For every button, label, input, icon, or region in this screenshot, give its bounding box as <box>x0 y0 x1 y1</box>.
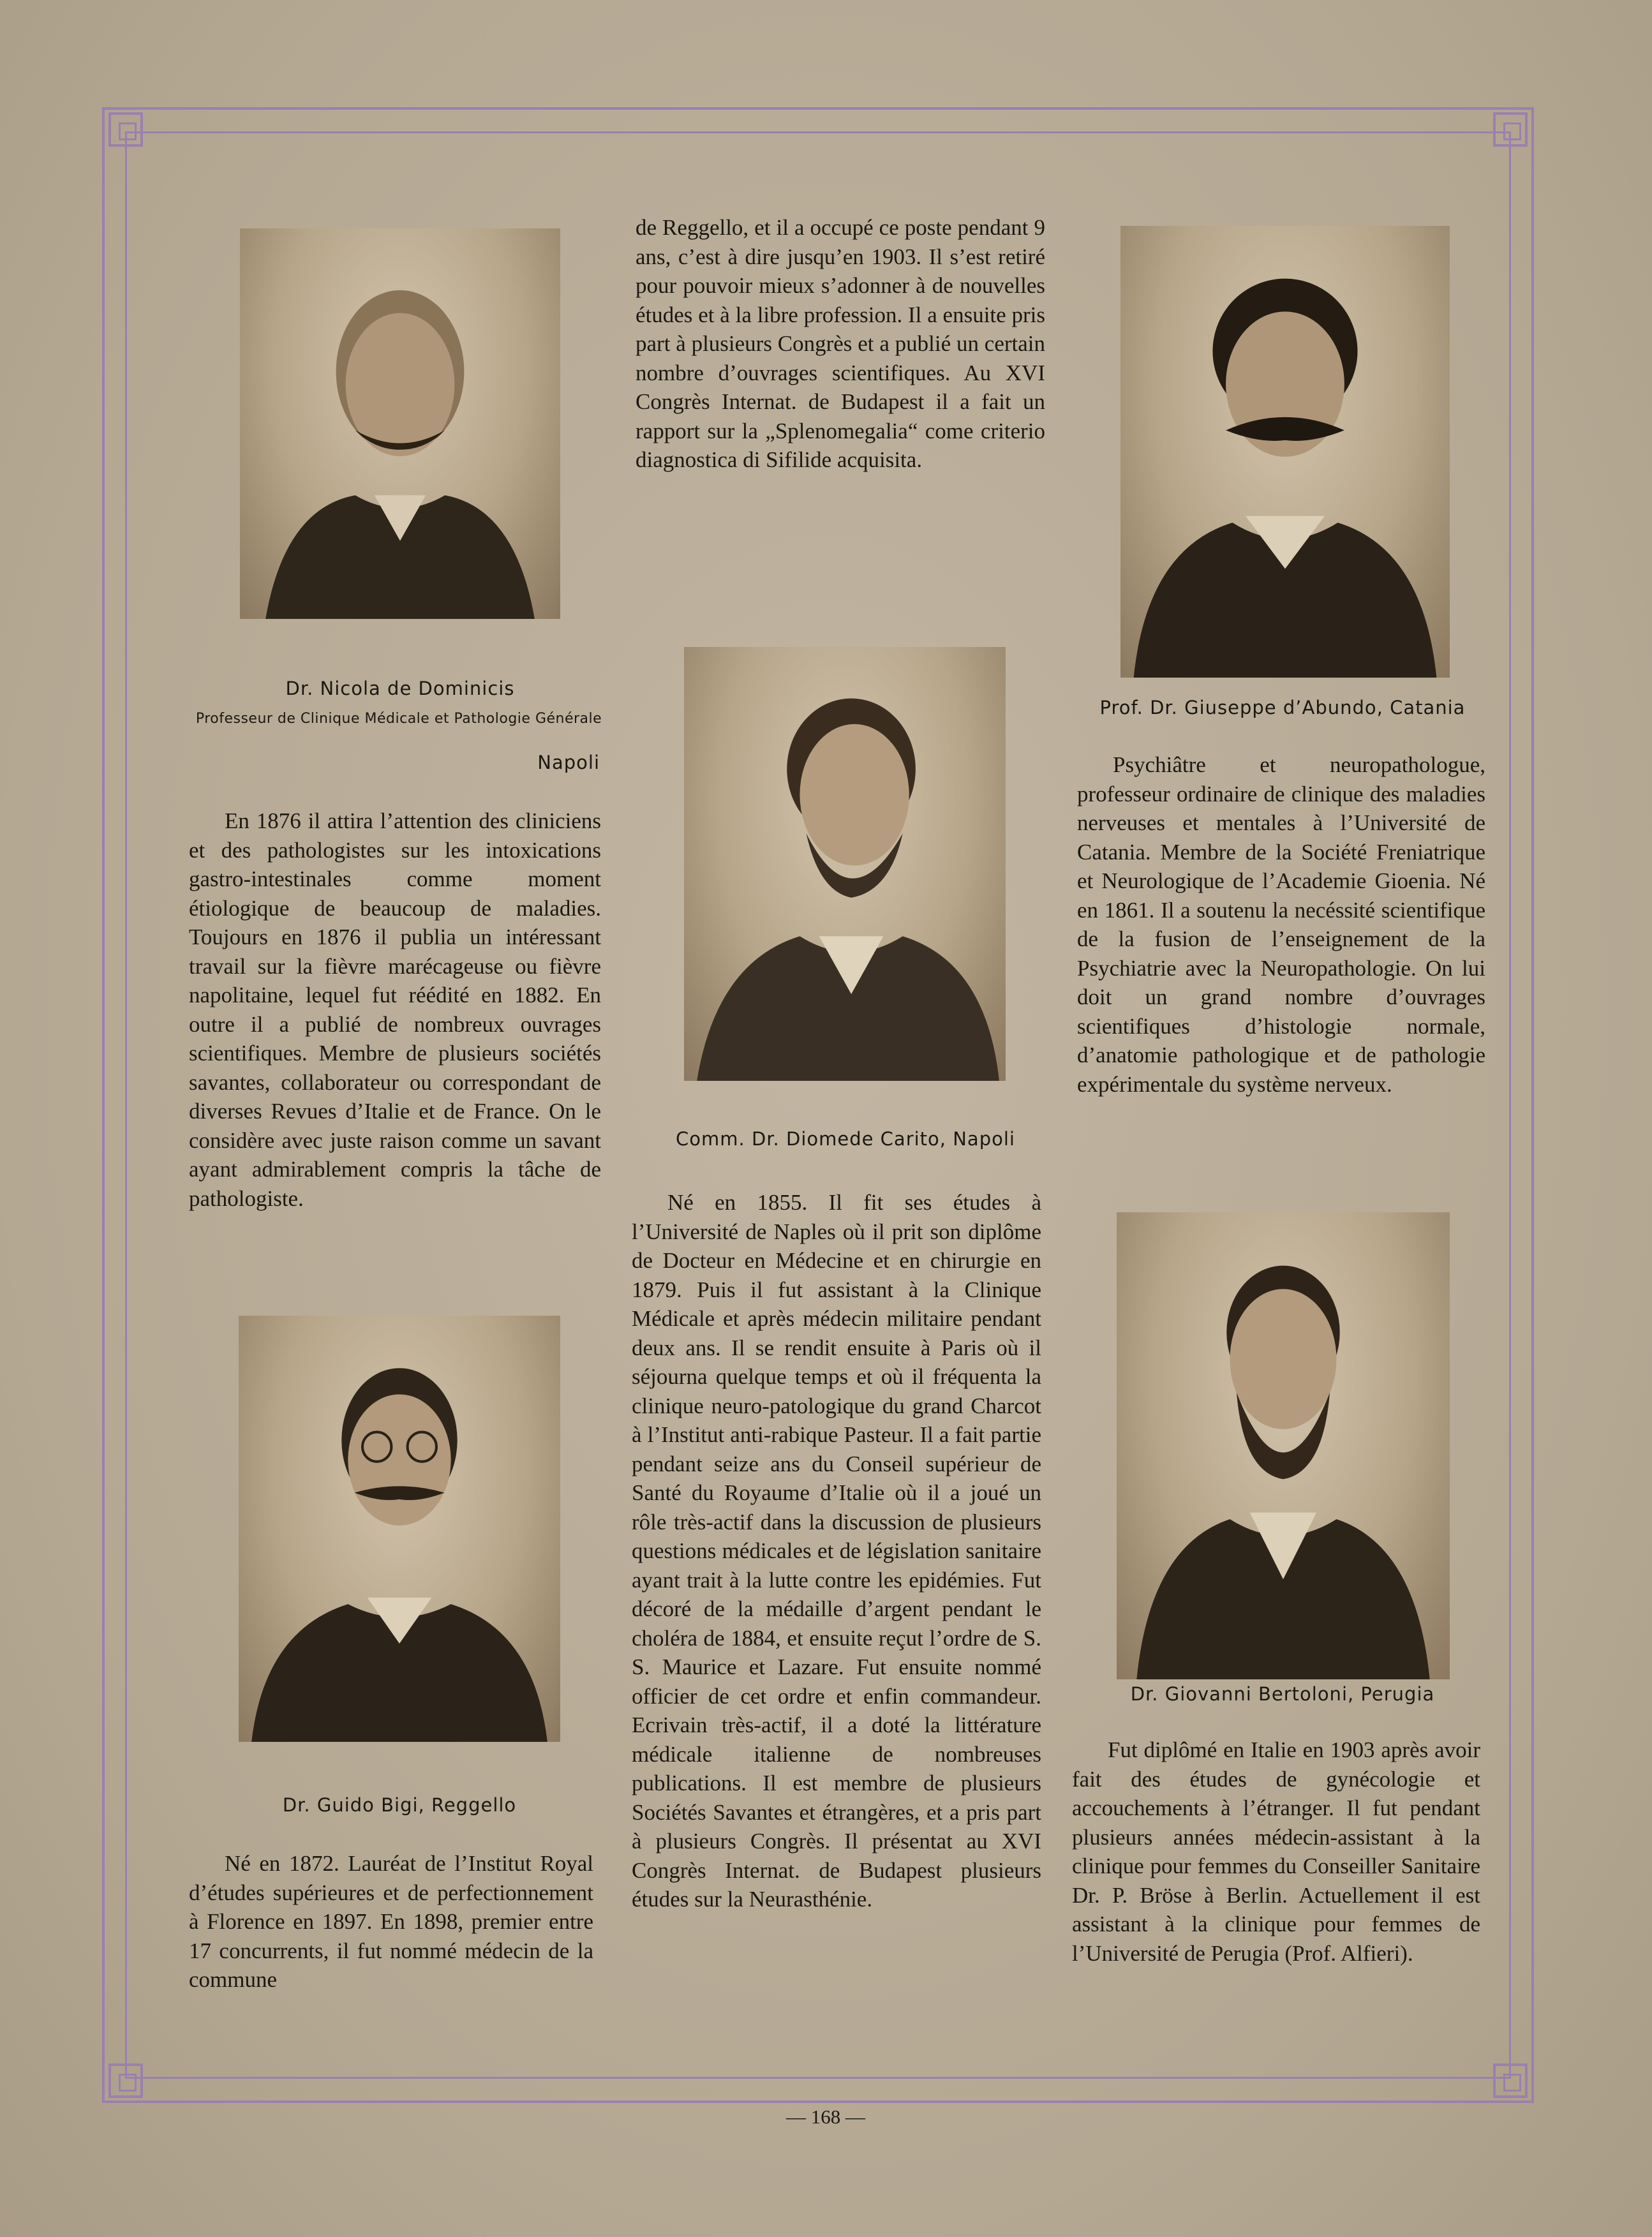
caption-carito: Comm. Dr. Diomede Carito, Napoli <box>676 1128 1015 1150</box>
biography-de-dominicis: En 1876 il attira l’attention des cliniciens et des pathologistes sur les intoxications gastro-intestinales comme moment étiologique de beaucoup de maladies. Toujours en 1876 il publia un intéressant travail sur la fièvre marécageuse ou fièvre napolitaine, lequel fut réédité en 1882. En outre il a publié de nombreux ouvrages scientifiques. Membre de plusieurs sociétés savantes, collaborateur ou correspondant de diverses Revues d’Italie et de France. On le considère avec juste raison comme un savant ayant admirablement compris la tâche de pathologiste. <box>189 808 601 1211</box>
biography-carito: Né en 1855. Il fit ses études à l’Université de Naples où il prit son diplôme de Docteur en Médecine et en chirurgie en 1879. Puis il fut assistant à la Clinique Médicale et après médecin militaire pendant deux ans. Il se rendit ensuite à Paris où il séjourna quelque temps et où il fréquenta la clinique neuro-patologique du grand Charcot à l’Institut anti-rabique Pasteur. Il a fait partie pendant seize ans du Conseil supérieur de Santé du Royaume d’Italie où il a joué un rôle très-actif dans la discussion de plusieurs questions médicales et de législation sanitaire ayant trait à la lutte contre les epidémies. Fut décoré de la médaille d’argent pendant le choléra de 1884, et ensuite reçut l’ordre de S. S. Maurice et Lazare. Fut ensuite nommé officier de cet ordre et enfin commandeur. Ecrivain très-actif, il a doté la littérature médicale italienne de nombreuses publications. Il est membre de plusieurs Sociétés Savantes et étrangères, et a pris part à plusieurs Congrès. Il présentat au XVI Congrès Internat. de Budapest plusieurs études sur la Neurasthénie. <box>632 1190 1041 1912</box>
page-number: — 168 — <box>786 2106 865 2128</box>
portrait-photo-bigi <box>239 1316 560 1742</box>
portrait-photo-de-dominicis <box>240 228 560 619</box>
caption-de-dominicis: Dr. Nicola de Dominicis <box>285 678 515 699</box>
corner-ornament-top-right <box>1493 112 1528 147</box>
caption-de-dominicis-title: Professeur de Clinique Médicale et Pathologie Générale <box>195 711 602 727</box>
caption-d-abundo: Prof. Dr. Giuseppe d’Abundo, Catania <box>1099 697 1466 718</box>
biography-d-abundo: Psychiâtre et neuropathologue, professeur ordinaire de clinique des maladies nerveuses et mentales à l’Université de Catania. Membre de la Société Freniatrique et Neurologique de l’Academie Gioenia. Né en 1861. Il a soutenu la necéssité scientifique de la fusion de l’enseignement de la Psychiatrie avec la Neuropathologie. On lui doit un grand nombre d’ouvrages scientifiques d’histologie normale, d’anatomie pathologique et de pathologie expérimentale du système nerveux. <box>1077 752 1485 1097</box>
portrait-photo-d-abundo <box>1120 226 1450 678</box>
corner-ornament-top-left <box>108 112 143 147</box>
caption-bertoloni: Dr. Giovanni Bertoloni, Perugia <box>1130 1683 1435 1705</box>
portrait-photo-carito <box>684 647 1006 1081</box>
caption-bigi: Dr. Guido Bigi, Reggello <box>282 1794 517 1816</box>
corner-ornament-bottom-left <box>108 2063 143 2098</box>
portrait-photo-bertoloni <box>1117 1212 1450 1679</box>
corner-ornament-bottom-right <box>1493 2063 1528 2098</box>
biography-bertoloni: Fut diplômé en Italie en 1903 après avoir fait des études de gynécologie et accouchements à l’étranger. Il fut pendant plusieurs années médecin-assistant à la clinique pour femmes du Conseiller Sanitaire Dr. P. Bröse à Berlin. Actuellement il est assistant à la clinique pour femmes de l’Université de Perugia (Prof. Alfieri). <box>1072 1737 1480 1966</box>
caption-de-dominicis-city: Napoli <box>537 752 600 773</box>
biography-bigi-start: Né en 1872. Lauréat de l’Institut Royal d’études supérieures et de perfectionnement à Florence en 1897. En 1898, premier entre 17 concurrents, il fut nommé médecin de la commune <box>189 1851 593 1992</box>
biography-bigi-continued: de Reggello, et il a occupé ce poste pendant 9 ans, c’est à dire jusqu’en 1903. Il s’est retiré pour pouvoir mieux s’adonner à de nouvelles études et à la libre profession. Il a ensuite pris part à plusieurs Congrès et a publié un certain nombre d’ouvrages scientifiques. Au XVI Congrès Internat. de Budapest il a fait un rapport sur la „Splenomegalia“ come criterio diagnostica di Sifilide acquisita. <box>636 215 1045 472</box>
